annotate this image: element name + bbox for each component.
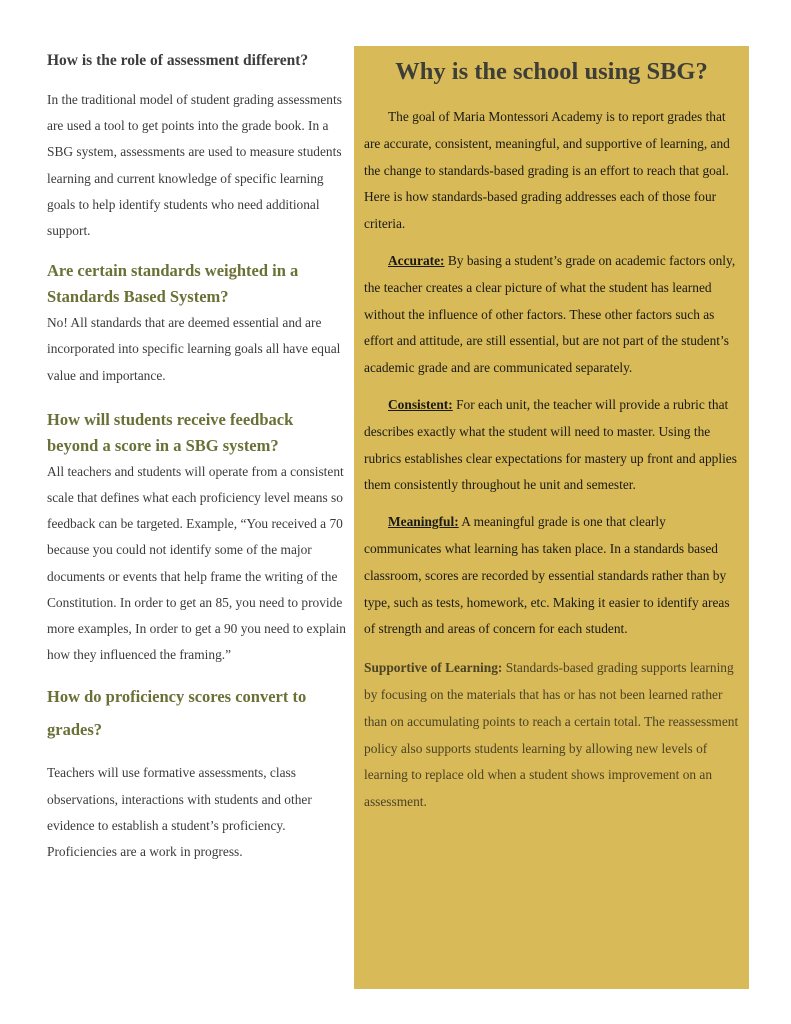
section-heading-feedback: How will students receive feedback beyond a score in a SBG system? [47,409,294,455]
left-column [47,44,347,865]
panel-title: Why is the school using SBG? [395,58,708,85]
criterion-supportive [364,655,739,816]
criterion-accurate [364,248,739,382]
why-sbg-panel [354,46,749,989]
panel-intro: The goal of Maria Montessori Academy is to report grades that are accurate, consistent, meaningful, and supportive of learning, and the change to standards-based grading is an effort to reach that goal. Here is how standards-based grading addresses each of those four criteria. [364,109,730,232]
section-body-assessment-role: In the traditional model of student grading assessments are used a tool to get points into the grade book. In a SBG system, assessments are used to measure students learning and current knowledge of specific learning goals to help identify students who need additional support. [47,92,342,239]
section-heading-standards-weighted: Are certain standards weighted in a Standards Based System? [47,261,299,307]
criterion-term: Accurate: [388,252,445,268]
criterion-term: Supportive of Learning: [364,660,503,676]
section-body-feedback: All teachers and students will operate from a consistent scale that defines what each proficiency level means so feedback can be targeted. Example, “You received a 70 because you could not identify some of the major documents or events that help frame the writing of the Constitution. In order to get an 85, you need to provide more examples, In order to get a 90 you need to explain how they influenced the framing.” [47,463,346,663]
criterion-meaningful [364,509,739,643]
criterion-term: Meaningful: [388,514,459,530]
criterion-term: Consistent: [388,396,453,412]
criterion-text: By basing a student’s grade on academic factors only, the teacher creates a clear picture of what the student has learned without the influence of other factors. These other factors such as effort and attitude, are still essential, but are not part of the student’s academic grade and are communicated separately. [364,252,736,376]
section-body-standards-weighted: No! All standards that are deemed essential and are incorporated into specific learning goals all have equal value and importance. [47,315,341,383]
section-heading-assessment-role: How is the role of assessment different? [47,52,309,69]
section-body-proficiency-grades: Teachers will use formative assessments, class observations, interactions with students and other evidence to establish a student’s proficiency. Proficiencies are a work in progress. [47,765,312,860]
section-heading-proficiency-grades: How do proficiency scores convert to grades? [47,687,307,740]
criterion-text: Standards-based grading supports learning by focusing on the materials that has or has not been learned rather than on accumulating points to reach a certain total. The reassessment policy also supports students learning by allowing new levels of learning to replace old when a student shows improvement on an assessment. [364,660,739,810]
criterion-text: For each unit, the teacher will provide a rubric that describes exactly what the student will need to master. Using the rubrics establishes clear expectations for mastery up front and applies them consistently throughout he unit and semester. [364,396,737,493]
criterion-text: A meaningful grade is one that clearly communicates what learning has taken place. In a standards based classroom, scores are recorded by essential standards rather than by type, such as tests, homework, etc. Making it easier to identify areas of strength and areas of concern for each student. [364,514,730,637]
criterion-consistent [364,392,739,499]
